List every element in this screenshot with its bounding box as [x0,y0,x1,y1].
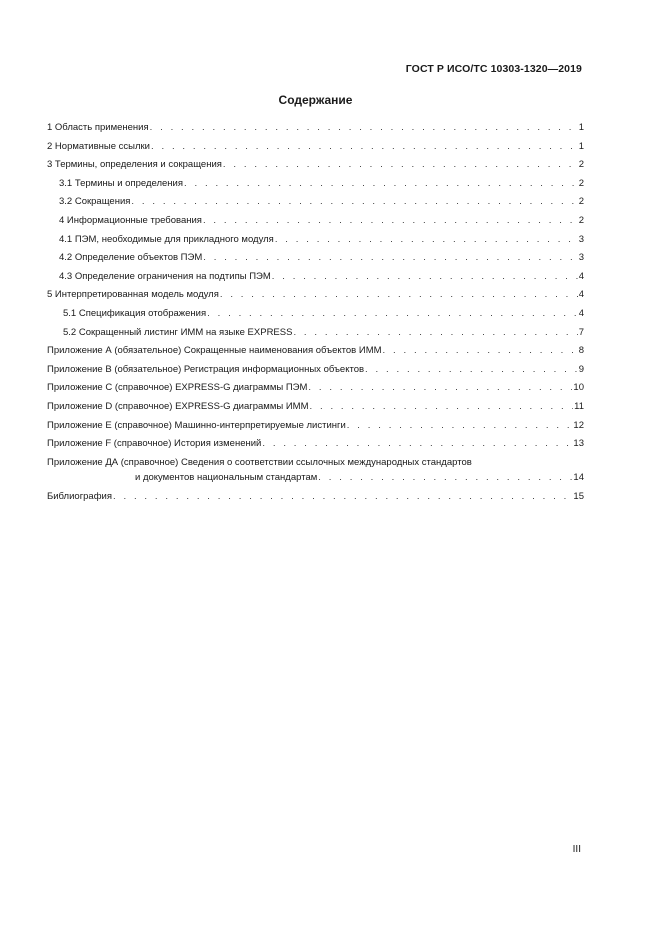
toc-entry-label: 4.2 Определение объектов ПЭМ [59,252,203,264]
leader-dots [262,438,572,450]
leader-dots [293,327,577,339]
leader-dots [113,491,572,503]
toc-entry-page: 2 [578,214,584,226]
toc-entry[interactable] [47,122,584,141]
leader-dots [223,159,578,171]
toc-entry-label: 5.1 Спецификация отображения [63,307,207,319]
toc-entry[interactable] [47,196,584,215]
toc-entry[interactable] [47,327,584,346]
toc-entry-page: 15 [573,490,584,502]
toc-entry-appendix-da[interactable] [47,457,584,491]
toc-entry-label: Приложение С (справочное) EXPRESS-G диаграммы ПЭМ [47,382,308,394]
toc-entry[interactable] [47,141,584,160]
leader-dots [207,308,578,320]
toc-entry[interactable] [47,345,584,364]
toc-entry-page: 2 [578,159,584,171]
leader-dots [275,234,578,246]
toc-entry-page: 7 [578,326,584,338]
toc-entry-page: 13 [573,438,584,450]
toc-entry-page: 11 [574,400,584,412]
toc-entry-label: 3.1 Термины и определения [59,177,184,189]
leader-dots [220,289,578,301]
toc-entry[interactable] [47,401,584,420]
leader-dots [203,252,577,264]
toc-entry-label: 5.2 Сокращенный листинг ИММ на языке EXPRESS [63,326,293,338]
toc-entry-page: 3 [578,252,584,264]
toc-entry-label-continued: и документов национальным стандартам [135,471,318,483]
toc-entry-label: Приложение D (справочное) EXPRESS-G диаграммы ИММ [47,400,309,412]
toc-entry-label: 4.3 Определение ограничения на подтипы ПЭМ [59,270,271,282]
toc-entry-page: 3 [578,233,584,245]
toc-entry-page: 2 [578,196,584,208]
toc-entry-page: 9 [578,363,584,375]
toc-entry-label: Приложение В (обязательное) Регистрация информационных объектов [47,363,365,375]
toc-entry-label: Приложение А (обязательное) Сокращенные наименования объектов ИММ [47,345,382,357]
toc-entry[interactable] [47,420,584,439]
toc-entry-page: 8 [578,345,584,357]
toc-entry[interactable] [47,234,584,253]
toc-entry-page: 10 [573,382,584,394]
toc-entry-continuation [47,472,584,491]
toc-entry-page: 4 [578,307,584,319]
leader-dots [365,364,578,376]
toc-entry[interactable] [47,438,584,457]
toc-entry-page: 1 [578,140,584,152]
toc-entry-label: 2 Нормативные ссылки [47,140,150,152]
leader-dots [310,401,574,413]
leader-dots [272,271,578,283]
leader-dots [150,122,578,134]
toc-entry[interactable] [47,178,584,197]
toc-title-text: Содержание [278,93,353,107]
toc-entry-label: 3 Термины, определения и сокращения [47,159,222,171]
table-of-contents [47,122,584,509]
toc-entry-label: 3.2 Сокращения [59,196,131,208]
toc-entry[interactable] [47,215,584,234]
toc-entry-label: Приложение F (справочное) История изменений [47,438,262,450]
toc-entry[interactable] [47,364,584,383]
leader-dots [184,178,578,190]
toc-entry-label: Приложение ДА (справочное) Сведения о соответствии ссылочных международных стандартов [47,456,472,468]
toc-entry-page: 4 [578,270,584,282]
leader-dots [203,215,578,227]
toc-entry-label: Библиография [47,490,112,502]
toc-entry-label: Приложение Е (справочное) Машинно-интерпретируемые листинги [47,419,346,431]
toc-entry-page: 1 [578,122,584,133]
toc-entry[interactable] [47,271,584,290]
toc-entry[interactable] [47,159,584,178]
toc-entry-page: 12 [573,419,584,431]
toc-entry-page: 14 [573,471,584,483]
toc-entry-label: 4 Информационные требования [59,214,202,226]
leader-dots [347,420,573,432]
toc-entry[interactable] [47,252,584,271]
toc-title [0,93,661,107]
page-number: III [572,844,581,855]
leader-dots [318,472,572,484]
toc-entry[interactable] [47,289,584,308]
leader-dots [308,382,572,394]
toc-entry-label: 5 Интерпретированная модель модуля [47,289,219,301]
leader-dots [151,141,578,153]
toc-entry-page: 2 [578,177,584,189]
leader-dots [131,196,577,208]
toc-entry[interactable] [47,382,584,401]
standard-code: ГОСТ Р ИСО/ТС 10303-1320—2019 [405,63,582,75]
toc-entry-bibliography[interactable] [47,491,584,510]
toc-entry-label: 4.1 ПЭМ, необходимые для прикладного модуля [59,233,274,245]
toc-entry[interactable] [47,308,584,327]
toc-entry-label: 1 Область применения [47,122,149,133]
toc-entry-page: 4 [578,289,584,301]
leader-dots [383,345,578,357]
